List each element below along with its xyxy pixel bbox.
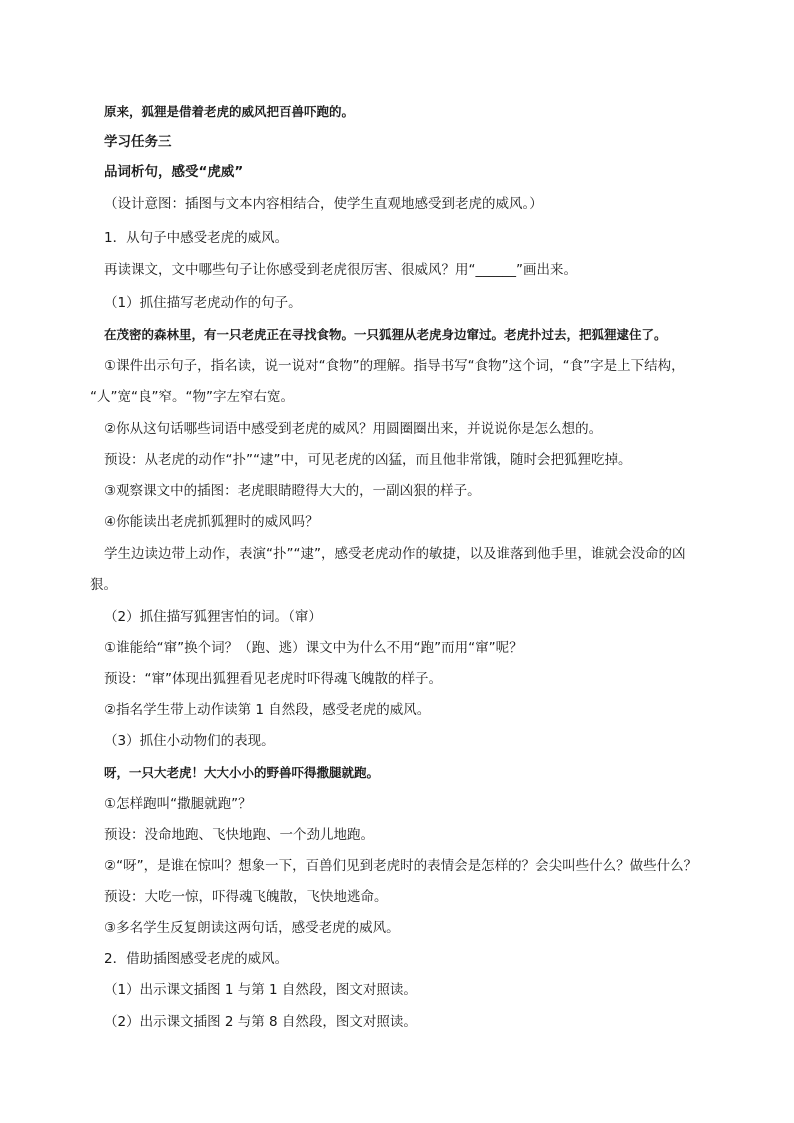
part-1-read-cont: 狠。 (90, 577, 117, 593)
part-2-item-1: ①谁能给“窜”换个词？（跑、逃）课文中为什么不用“跑”而用“窜”呢？ (104, 640, 523, 656)
section-2-item-1: （1）出示课文插图 1 与第 1 自然段，图文对照读。 (104, 982, 417, 998)
part-3-preset-1: 预设：没命地跑、飞快地跑、一个劲儿地跑。 (104, 827, 374, 843)
task-subtitle: 品词析句，感受“虎威” (104, 164, 244, 180)
section-2-title: 2．借助插图感受老虎的威风。 (104, 951, 289, 967)
part-2-preset: 预设：“窜”体现出狐狸看见老虎时吓得魂飞魄散的样子。 (104, 671, 442, 687)
section-1-instruction: 再读课文，文中哪些句子让你感受到老虎很厉害、很威风？用“______”画出来。 (104, 262, 577, 278)
part-3-item-1: ①怎样跑叫“撒腿就跑”？ (104, 796, 252, 812)
part-1-item-1-cont: “人”宽“良”窄。“物”字左窄右宽。 (90, 389, 294, 405)
part-3-item-2: ②“呀”，是谁在惊叫？想象一下，百兽们见到老虎时的表情会是怎样的？会尖叫些什么？做些什么？ (104, 858, 698, 874)
part-3-item-3: ③多名学生反复朗读这两句话，感受老虎的威风。 (104, 920, 400, 936)
intro-quote: 原来，狐狸是借着老虎的威风把百兽吓跑的。 (104, 104, 355, 119)
part-2-item-2: ②指名学生带上动作读第 1 自然段，感受老虎的威风。 (104, 702, 431, 718)
task-title: 学习任务三 (104, 134, 172, 150)
part-3-heading: （3）抓住小动物们的表现。 (104, 733, 275, 749)
part-1-item-3: ③观察课文中的插图：老虎眼睛瞪得大大的，一副凶狠的样子。 (104, 483, 481, 499)
part-1-item-4: ④你能读出老虎抓狐狸时的威风吗？ (104, 514, 319, 530)
part-1-item-2: ②你从这句话哪些词语中感受到老虎的威风？用圆圈圈出来，并说说你是怎么想的。 (104, 421, 603, 437)
section-1-title: 1．从句子中感受老虎的威风。 (104, 230, 289, 246)
part-2-heading: （2）抓住描写狐狸害怕的词。（窜） (104, 609, 322, 625)
part-1-quote: 在茂密的森林里，有一只老虎正在寻找食物。一只狐狸从老虎身边窜过。老虎扑过去，把狐狸逮住了。 (104, 327, 667, 342)
part-1-item-1: ①课件出示句子，指名读，说一说对“食物”的理解。指导书写“食物”这个词，“食”字是上下结构， (104, 358, 685, 374)
part-3-preset-2: 预设：大吃一惊，吓得魂飞魄散，飞快地逃命。 (104, 889, 388, 905)
part-3-quote: 呀，一只大老虎！大大小小的野兽吓得撒腿就跑。 (104, 765, 380, 780)
section-2-item-2: （2）出示课文插图 2 与第 8 自然段，图文对照读。 (104, 1014, 417, 1030)
part-1-read: 学生边读边带上动作，表演“扑”“逮”，感受老虎动作的敏捷，以及谁落到他手里，谁就会没命的凶 (104, 546, 686, 562)
design-intent: （设计意图：插图与文本内容相结合，使学生直观地感受到老虎的威风。） (104, 196, 543, 212)
part-1-heading: （1）抓住描写老虎动作的句子。 (104, 295, 302, 311)
part-1-preset: 预设：从老虎的动作“扑”“逮”中，可见老虎的凶猛，而且他非常饿，随时会把狐狸吃掉。 (104, 452, 632, 468)
